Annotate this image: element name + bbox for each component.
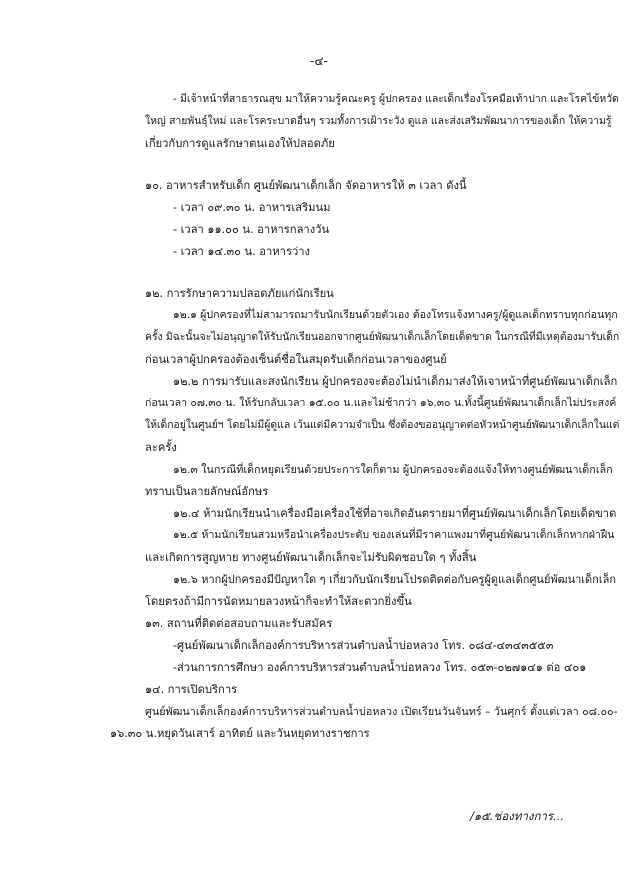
text-line: และเกิดการสูญหาย ทางศูนย์พัฒนาเด็กเล็กจะไม่รับผิดชอบใด ๆ ทั้งสิ้น — [145, 551, 477, 564]
section-heading: ๑๓. สถานที่ติดต่อสอบถามและรับสมัคร — [145, 617, 333, 630]
text-line: ๑๒.๓ ในกรณีที่เด็กหยุดเรียนด้วยประการใดก็ตาม ผู้ปกครองจะต้องแจ้งให้ทางศูนย์พัฒนาเด็กเล็ก — [173, 463, 613, 476]
text-line: ก่อนเวลาผู้ปกครองต้องเซ็นต์ชื่อในสมุดรับเด็กก่อนเวลาของศูนย์ — [145, 353, 447, 366]
text-line: เกี่ยวกับการดูแลรักษาตนเองให้ปลอดภัย — [145, 137, 335, 150]
text-line: ก่อนเวลา ๐๗.๓๐ น. ให้รับกลับเวลา ๑๕.๐๐ น.และไม่ช้ากว่า ๑๖.๓๐ น.ทั้งนี้ศูนย์พัฒนาเด็กเล็กไม่ประสงค์ — [145, 397, 617, 409]
text-line: ๑๒.๑ ผู้ปกครองที่ไม่สามารถมารับนักเรียนด้วยตัวเอง ต้องโทรแจ้งทางครู/ผู้ดูแลเด็กทราบทุกก่อนทุก — [173, 309, 618, 321]
section-heading: ๑๔. การเปิดบริการ — [145, 683, 238, 696]
section-heading: ๑๐. อาหารสำหรับเด็ก ศูนย์พัฒนาเด็กเล็ก จัดอาหารให้ ๓ เวลา ดังนี้ — [145, 179, 467, 192]
text-line: ๑๒.๔ ห้ามนักเรียนนำเครื่องมือเครื่องใช้ที่อาจเกิดอันตรายมาที่ศูนย์พัฒนาเด็กเล็กโดยเด็ดขาด — [173, 507, 617, 520]
text-line: - เวลา ๑๔.๓๐ น. อาหารว่าง — [173, 245, 311, 258]
text-line: -ส่วนการการศึกษา องค์การบริหารส่วนตำบลน้ำบ่อหลวง โทร. ๐๕๓-๐๒๗๑๔๑ ต่อ ๔๐๑ — [173, 661, 587, 674]
text-line: ใหญ่ สายพันธุ์ใหม่ และโรคระบาดอื่นๆ รวมทั้งการเฝ้าระวัง ดูแล และส่งเสริมพัฒนาการของเด็ก ให้ความรู้ — [145, 115, 612, 127]
text-line: ๑๒.๕ ห้ามนักเรียนสวมหรือนำเครื่องประดับ ของเล่นที่มีราคาแพงมาที่ศูนย์พัฒนาเด็กเล็กหากฝ่าฝืน — [173, 529, 615, 541]
text-line: ศูนย์พัฒนาเด็กเล็กองค์การบริหารส่วนตำบลน้ำบ่อหลวง เปิดเรียนวันจันทร์ – วันศุกร์ ตั้งแต่เวลา ๐๘.๐๐- — [145, 705, 618, 718]
text-line: ให้เด็กอยู่ในศูนย์ฯ โดยไม่มีผู้ดูแล เว้นแต่มีความจำเป็น ซึ่งต้องขออนุญาตต่อหัวหน้าศูนย์พัฒนาเด็กเล็กในแต่ — [145, 419, 620, 431]
section-heading: ๑๒. การรักษาความปลอดภัยแก่นักเรียน — [145, 287, 334, 300]
text-line: ทราบเป็นลายลักษณ์อักษร — [145, 485, 269, 498]
text-line: ครั้ง มิฉะนั้นจะไม่อนุญาตให้รับนักเรียนออกจากศูนย์พัฒนาเด็กเล็กโดยเด็ดขาด ในกรณีที่มีเหตุต้องมารับเด็ก — [145, 331, 620, 343]
text-line: ๑๖.๓๐ น.หยุดวันเสาร์ อาทิตย์ และวันหยุดทางราชการ — [110, 727, 370, 740]
text-line: ละครั้ง — [145, 441, 177, 454]
text-line: -ศูนย์พัฒนาเด็กเล็กองค์การบริหารส่วนตำบลน้ำบ่อหลวง โทร. ๐๘๔-๔๓๔๓๕๕๓ — [173, 639, 554, 652]
continuation-footer: /๑๕.ช่องทางการ... — [470, 809, 565, 823]
text-line: - เวลา ๐๙.๓๐ น. อาหารเสริมนม — [173, 201, 331, 214]
page-number: -๔- — [310, 54, 328, 68]
text-line: - มีเจ้าหน้าที่สาธารณสุข มาให้ความรู้คณะครู ผู้ปกครอง และเด็กเรื่องโรคมือเท้าปาก และโรคไข้หวัด — [173, 93, 619, 105]
text-line: โดยตรงถ้ามีการนัดหมายลวงหน้าก็จะทำให้สะดวกยิ่งขึ้น — [145, 595, 412, 608]
text-line: ๑๒.๖ หากผู้ปกครองมีปัญหาใด ๆ เกี่ยวกับนักเรียนโปรดติดต่อกับครูผู้ดูแลเด็กศูนย์พัฒนาเด็กเล็ก — [173, 573, 617, 586]
text-line: ๑๒.๒ การมารับและสงนักเรียน ผู้ปกครองจะต้องไม่นำเด็กมาส่งให้เจาหน้าที่ศูนย์พัฒนาเด็กเล็ก — [173, 375, 618, 388]
text-line: - เวลา ๑๑.๐๐ น. อาหารกลางวัน — [173, 223, 330, 236]
